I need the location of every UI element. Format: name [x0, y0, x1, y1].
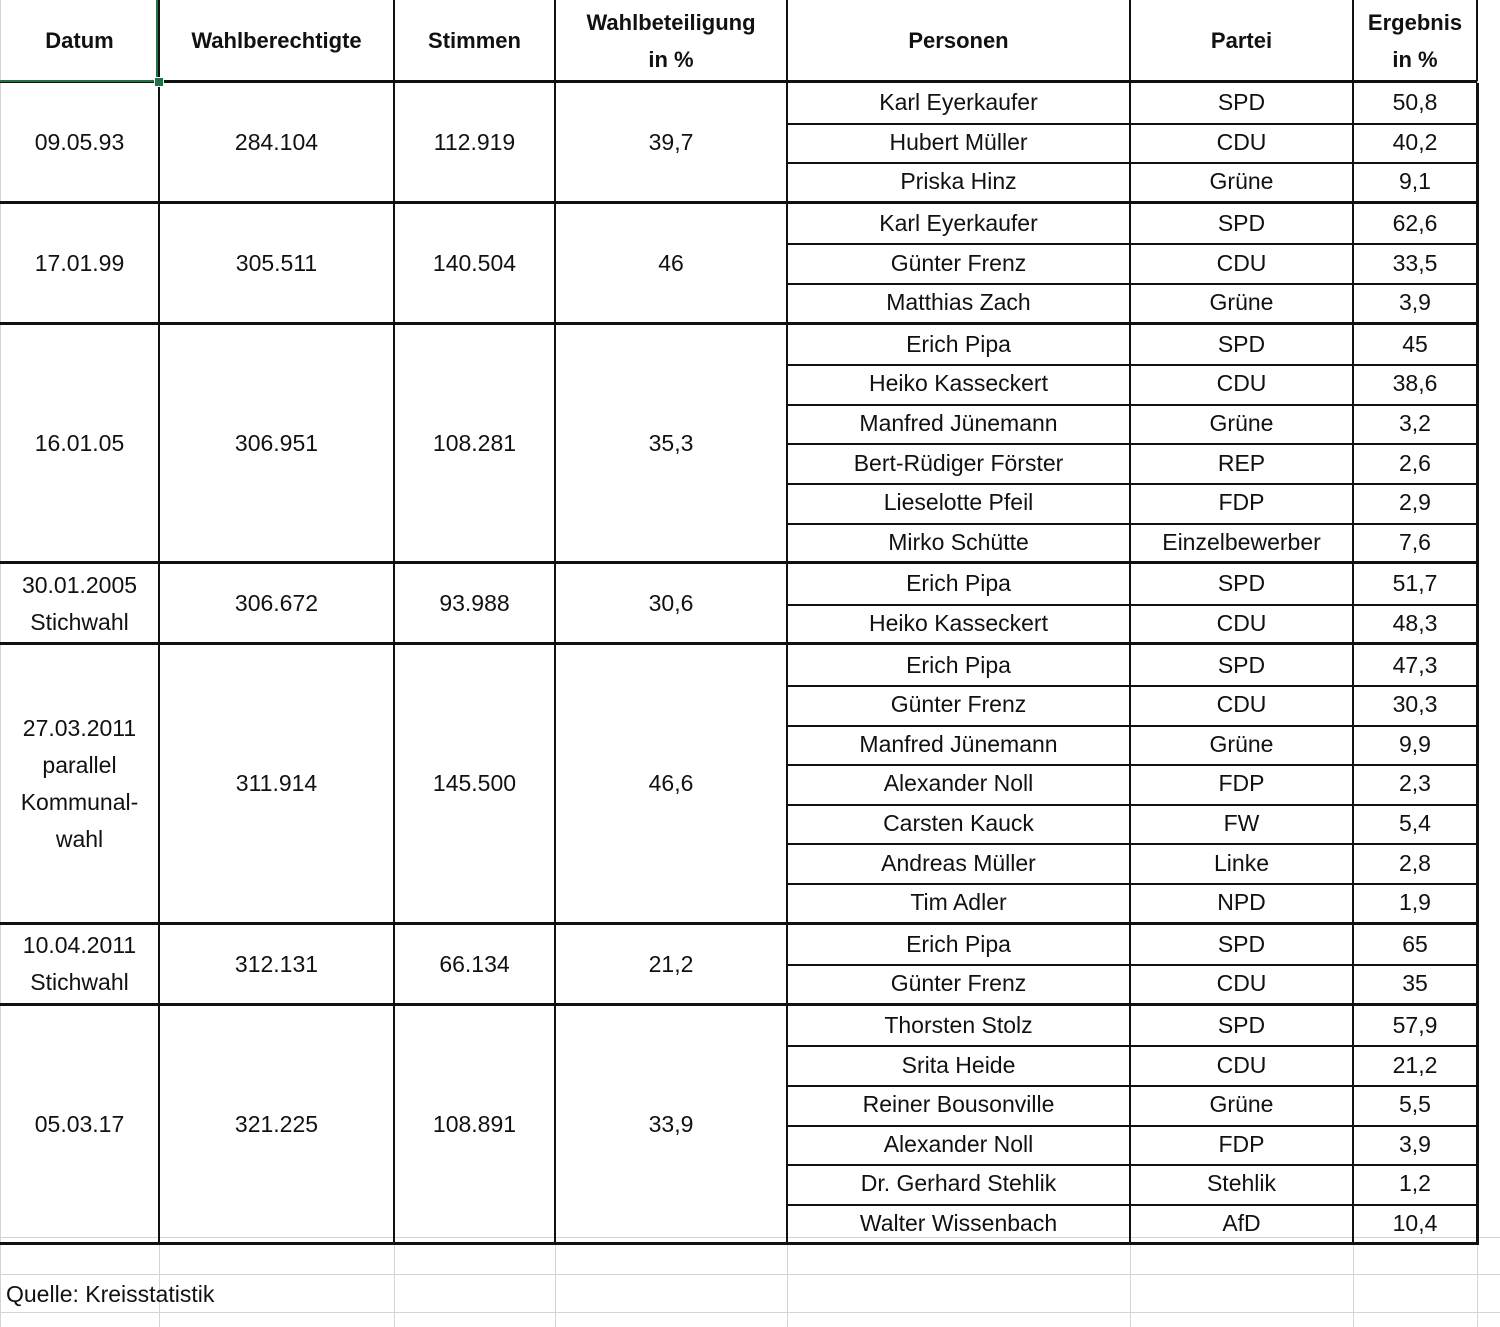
group-col-border [158, 564, 160, 643]
group-col-border [1129, 83, 1131, 202]
candidate-person[interactable]: Manfred Jünemann [859, 730, 1058, 757]
candidate-person[interactable]: Lieselotte Pfeil [883, 489, 1034, 516]
candidate-person[interactable]: Andreas Müller [881, 849, 1036, 876]
candidate-party[interactable]: Stehlik [1206, 1170, 1277, 1197]
candidate-result[interactable]: 57,9 [1392, 1012, 1438, 1039]
group-col-border [1352, 1006, 1354, 1244]
candidate-result[interactable]: 1,9 [1399, 889, 1431, 916]
candidate-result[interactable]: 45 [1402, 330, 1428, 357]
candidate-party[interactable]: SPD [1217, 930, 1266, 957]
candidate-person[interactable]: Günter Frenz [890, 249, 1027, 276]
candidate-party[interactable]: CDU [1216, 610, 1267, 637]
candidate-row-border [787, 883, 1477, 885]
candidate-row-border [787, 523, 1477, 525]
group-col-border [1476, 645, 1479, 922]
fill-handle[interactable] [154, 77, 164, 87]
group-col-border [554, 1006, 556, 1244]
grid-row-line [0, 1274, 1500, 1275]
candidate-result[interactable]: 2,3 [1399, 770, 1431, 797]
candidate-party[interactable]: FW [1223, 810, 1260, 837]
candidate-result[interactable]: 35 [1402, 970, 1428, 997]
group-col-border [158, 83, 160, 202]
header-6[interactable]: Partei [1210, 28, 1273, 53]
header-col-border [158, 0, 160, 81]
group-col-border [1476, 325, 1479, 563]
candidate-person[interactable]: Thorsten Stolz [884, 1012, 1033, 1039]
candidate-row-border [787, 964, 1477, 966]
group-col-border [393, 564, 395, 643]
election-wahlberechtigte[interactable]: 312.131 [234, 950, 319, 977]
candidate-row-border [787, 404, 1477, 406]
header-2[interactable]: Wahlberechtigte [191, 28, 362, 53]
election-wahlberechtigte[interactable]: 305.511 [235, 249, 318, 276]
election-beteiligung[interactable]: 46 [658, 249, 684, 276]
group-col-border [158, 204, 160, 323]
candidate-person[interactable]: Heiko Kasseckert [869, 370, 1048, 397]
candidate-person[interactable]: Erich Pipa [906, 330, 1011, 357]
group-col-border [786, 645, 788, 922]
group-col-border [1476, 204, 1479, 323]
candidate-person[interactable]: Mirko Schütte [888, 528, 1029, 555]
candidate-row-border [787, 483, 1477, 485]
candidate-result[interactable]: 2,8 [1399, 849, 1431, 876]
candidate-result[interactable]: 33,5 [1392, 249, 1438, 276]
election-beteiligung[interactable]: 35,3 [648, 429, 694, 456]
candidate-person[interactable]: Alexander Noll [883, 1130, 1034, 1157]
candidate-result[interactable]: 30,3 [1392, 691, 1438, 718]
election-datum[interactable]: 09.05.93 [34, 128, 125, 155]
candidate-person[interactable]: Erich Pipa [906, 570, 1011, 597]
candidate-person[interactable]: Hubert Müller [889, 128, 1028, 155]
group-col-border [158, 1006, 160, 1244]
candidate-party[interactable]: SPD [1217, 89, 1266, 116]
candidate-row-border [787, 1204, 1477, 1206]
group-col-border [786, 925, 788, 1004]
candidate-row-border [787, 804, 1477, 806]
group-col-border [1129, 645, 1131, 922]
candidate-person[interactable]: Walter Wissenbach [859, 1210, 1058, 1237]
group-col-border [393, 645, 395, 922]
candidate-party[interactable]: Linke [1214, 849, 1269, 876]
group-col-border [786, 83, 788, 202]
election-datum[interactable]: 10.04.2011 Stichwahl [22, 932, 137, 996]
election-stimmen[interactable]: 108.281 [432, 429, 517, 456]
election-beteiligung[interactable]: 33,9 [648, 1111, 694, 1138]
candidate-result[interactable]: 2,9 [1399, 489, 1431, 516]
header-1[interactable]: Datum [45, 28, 114, 53]
election-wahlberechtigte[interactable]: 311.914 [235, 770, 318, 797]
group-col-border [786, 325, 788, 563]
candidate-party[interactable]: SPD [1217, 330, 1266, 357]
group-col-border [1476, 83, 1479, 202]
candidate-result[interactable]: 7,6 [1399, 528, 1431, 555]
group-col-border [1476, 925, 1479, 1004]
candidate-party[interactable]: SPD [1217, 651, 1266, 678]
candidate-row-border [787, 685, 1477, 687]
group-col-border [786, 204, 788, 323]
group-col-border [554, 204, 556, 323]
group-col-border [1352, 83, 1354, 202]
group-col-border [393, 325, 395, 563]
election-wahlberechtigte[interactable]: 321.225 [234, 1111, 319, 1138]
candidate-result[interactable]: 62,6 [1392, 210, 1438, 237]
candidate-person[interactable]: Erich Pipa [906, 930, 1011, 957]
candidate-party[interactable]: Grüne [1209, 410, 1274, 437]
election-wahlberechtigte[interactable]: 306.672 [234, 590, 319, 617]
candidate-party[interactable]: FDP [1218, 770, 1265, 797]
candidate-result[interactable]: 10,4 [1392, 1210, 1438, 1237]
group-col-border [554, 564, 556, 643]
group-col-border [1129, 204, 1131, 323]
group-col-border [1352, 564, 1354, 643]
election-datum[interactable]: 17.01.99 [34, 249, 125, 276]
candidate-result[interactable]: 50,8 [1392, 89, 1438, 116]
election-beteiligung[interactable]: 46,6 [648, 770, 694, 797]
candidate-result[interactable]: 5,5 [1399, 1091, 1431, 1118]
election-datum[interactable]: 16.01.05 [34, 429, 125, 456]
candidate-party[interactable]: SPD [1217, 570, 1266, 597]
header-5[interactable]: Personen [908, 28, 1009, 53]
candidate-party[interactable]: CDU [1216, 249, 1267, 276]
header-4[interactable]: Wahlbeteiligung in % [586, 9, 756, 72]
candidate-row-border [787, 123, 1477, 125]
group-col-border [158, 645, 160, 922]
group-col-border [393, 204, 395, 323]
candidate-party[interactable]: SPD [1217, 210, 1266, 237]
group-col-border [1476, 1006, 1479, 1244]
group-col-border [1352, 204, 1354, 323]
header-col-border [1129, 0, 1131, 81]
candidate-row-border [787, 843, 1477, 845]
candidate-person[interactable]: Karl Eyerkaufer [879, 210, 1038, 237]
group-col-border [393, 925, 395, 1004]
candidate-party[interactable]: Grüne [1209, 1091, 1274, 1118]
election-datum[interactable]: 27.03.2011 parallel Kommunal- wahl [20, 714, 139, 852]
election-wahlberechtigte[interactable]: 284.104 [234, 128, 319, 155]
election-stimmen[interactable]: 108.891 [432, 1111, 517, 1138]
header-3[interactable]: Stimmen [428, 28, 521, 53]
election-beteiligung[interactable]: 30,6 [648, 590, 694, 617]
group-col-border [158, 925, 160, 1004]
group-col-border [554, 325, 556, 563]
candidate-party[interactable]: CDU [1216, 370, 1267, 397]
candidate-person[interactable]: Dr. Gerhard Stehlik [860, 1170, 1057, 1197]
group-bottom-border [0, 1242, 1479, 1245]
candidate-person[interactable]: Alexander Noll [883, 770, 1034, 797]
source-note[interactable]: Quelle: Kreisstatistik [6, 1280, 215, 1307]
group-col-border [554, 645, 556, 922]
candidate-party[interactable]: REP [1217, 449, 1266, 476]
header-col-border [1352, 0, 1354, 81]
candidate-result[interactable]: 48,3 [1392, 610, 1438, 637]
election-stimmen[interactable]: 112.919 [433, 128, 516, 155]
group-col-border [1352, 925, 1354, 1004]
group-col-border [1129, 925, 1131, 1004]
group-col-border [158, 325, 160, 563]
candidate-party[interactable]: Grüne [1209, 168, 1274, 195]
group-col-border [1129, 325, 1131, 563]
election-stimmen[interactable]: 66.134 [439, 950, 510, 977]
candidate-row-border [787, 283, 1477, 285]
candidate-person[interactable]: Matthias Zach [886, 289, 1031, 316]
candidate-result[interactable]: 5,4 [1399, 810, 1431, 837]
candidate-party[interactable]: FDP [1218, 1130, 1265, 1157]
candidate-person[interactable]: Reiner Bousonville [862, 1091, 1055, 1118]
candidate-party[interactable]: Grüne [1209, 289, 1274, 316]
group-col-border [1352, 645, 1354, 922]
candidate-row-border [787, 764, 1477, 766]
candidate-party[interactable]: NPD [1217, 889, 1266, 916]
candidate-result[interactable]: 40,2 [1392, 128, 1438, 155]
candidate-party[interactable]: AfD [1222, 1210, 1261, 1237]
candidate-row-border [787, 1125, 1477, 1127]
election-wahlberechtigte[interactable]: 306.951 [234, 429, 319, 456]
candidate-row-border [787, 243, 1477, 245]
header-col-border [1476, 0, 1478, 81]
header-col-border [786, 0, 788, 81]
election-datum[interactable]: 30.01.2005 Stichwahl [21, 571, 138, 635]
candidate-party[interactable]: CDU [1216, 691, 1267, 718]
candidate-person[interactable]: Carsten Kauck [883, 810, 1034, 837]
candidate-result[interactable]: 38,6 [1392, 370, 1438, 397]
candidate-result[interactable]: 9,9 [1399, 730, 1431, 757]
candidate-row-border [787, 443, 1477, 445]
candidate-row-border [787, 162, 1477, 164]
group-col-border [1476, 564, 1479, 643]
candidate-result[interactable]: 9,1 [1399, 168, 1431, 195]
candidate-party[interactable]: CDU [1216, 1051, 1267, 1078]
grid-row-line [0, 1312, 1500, 1313]
group-col-border [554, 83, 556, 202]
candidate-row-border [787, 604, 1477, 606]
candidate-person[interactable]: Priska Hinz [900, 168, 1017, 195]
header-col-border [393, 0, 395, 81]
election-stimmen[interactable]: 140.504 [432, 249, 517, 276]
candidate-result[interactable]: 51,7 [1392, 570, 1438, 597]
group-col-border [1352, 325, 1354, 563]
group-col-border [393, 1006, 395, 1244]
election-stimmen[interactable]: 145.500 [432, 770, 517, 797]
group-col-border [786, 564, 788, 643]
candidate-party[interactable]: CDU [1216, 970, 1267, 997]
candidate-party[interactable]: FDP [1218, 489, 1265, 516]
candidate-row-border [787, 364, 1477, 366]
candidate-result[interactable]: 3,9 [1399, 1130, 1431, 1157]
candidate-party[interactable]: CDU [1216, 128, 1267, 155]
election-beteiligung[interactable]: 21,2 [648, 950, 694, 977]
candidate-result[interactable]: 2,6 [1399, 449, 1431, 476]
candidate-party[interactable]: Einzelbewerber [1162, 528, 1321, 555]
candidate-person[interactable]: Günter Frenz [890, 970, 1027, 997]
candidate-person[interactable]: Bert-Rüdiger Förster [853, 449, 1064, 476]
selected-cell-outline [0, 0, 158, 82]
candidate-result[interactable]: 65 [1402, 930, 1428, 957]
candidate-person[interactable]: Manfred Jünemann [859, 410, 1058, 437]
candidate-person[interactable]: Erich Pipa [906, 651, 1011, 678]
candidate-party[interactable]: Grüne [1209, 730, 1274, 757]
candidate-person[interactable]: Günter Frenz [890, 691, 1027, 718]
candidate-result[interactable]: 3,9 [1399, 289, 1431, 316]
candidate-result[interactable]: 1,2 [1399, 1170, 1431, 1197]
election-stimmen[interactable]: 93.988 [439, 590, 510, 617]
election-beteiligung[interactable]: 39,7 [648, 128, 694, 155]
candidate-row-border [787, 1085, 1477, 1087]
candidate-person[interactable]: Karl Eyerkaufer [879, 89, 1038, 116]
candidate-party[interactable]: SPD [1217, 1012, 1266, 1039]
candidate-result[interactable]: 21,2 [1392, 1051, 1438, 1078]
candidate-result[interactable]: 47,3 [1392, 651, 1438, 678]
header-7[interactable]: Ergebnis in % [1367, 9, 1463, 72]
header-col-border [554, 0, 556, 81]
group-col-border [786, 1006, 788, 1244]
candidate-row-border [787, 1164, 1477, 1166]
candidate-person[interactable]: Tim Adler [910, 889, 1007, 916]
group-col-border [393, 83, 395, 202]
group-col-border [1129, 564, 1131, 643]
candidate-row-border [787, 1045, 1477, 1047]
candidate-result[interactable]: 3,2 [1399, 410, 1431, 437]
election-datum[interactable]: 05.03.17 [34, 1111, 125, 1138]
candidate-row-border [787, 725, 1477, 727]
candidate-person[interactable]: Heiko Kasseckert [869, 610, 1048, 637]
group-col-border [554, 925, 556, 1004]
candidate-person[interactable]: Srita Heide [901, 1051, 1016, 1078]
group-col-border [1129, 1006, 1131, 1244]
